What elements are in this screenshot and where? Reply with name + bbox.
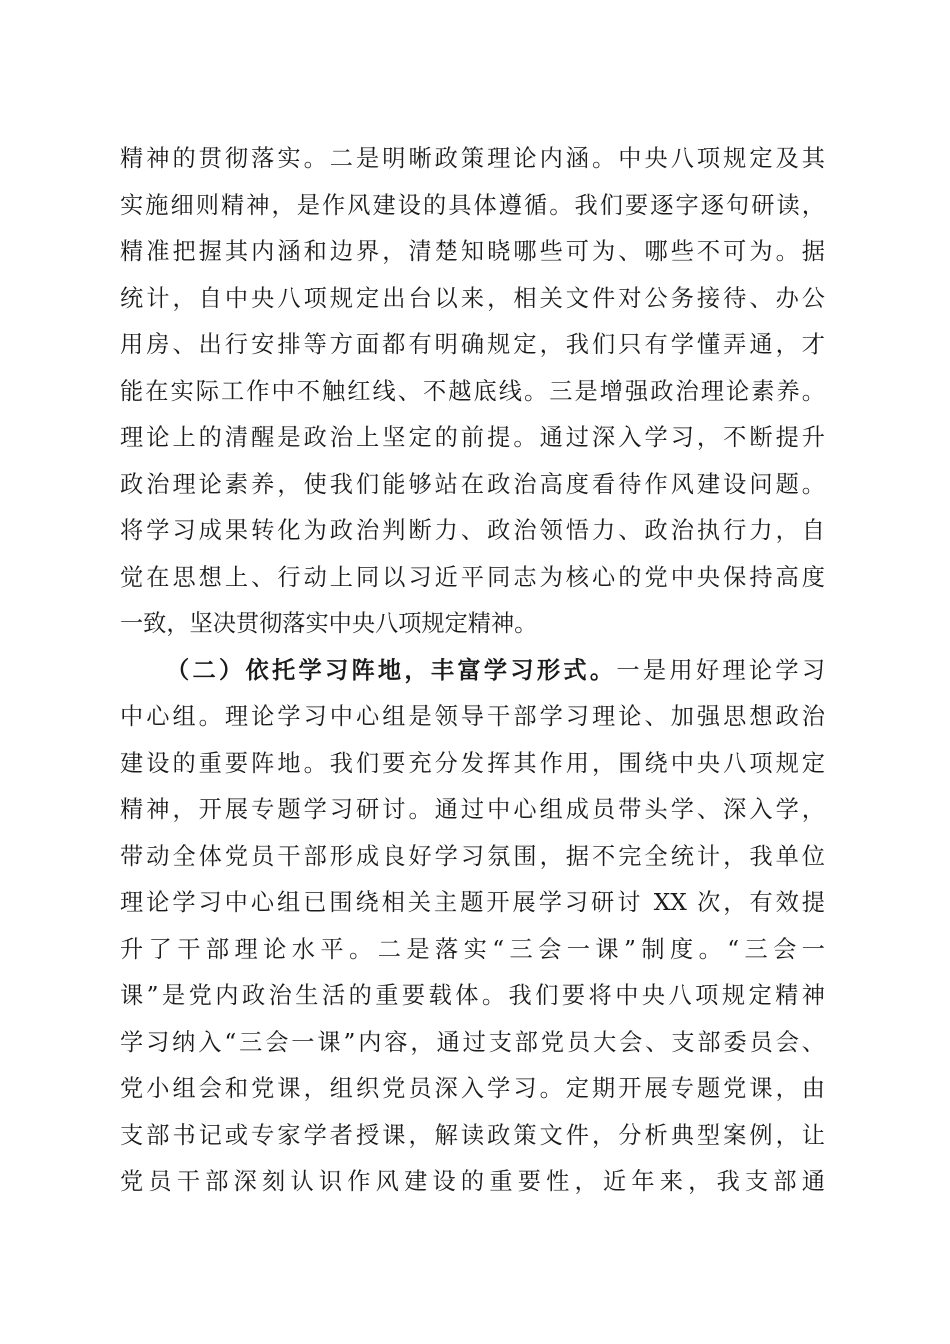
paragraph-2-first-line bbox=[120, 648, 825, 695]
text-line: 觉在思想上、行动上同以习近平同志为核心的党中央保持高度 bbox=[120, 563, 825, 591]
paragraph-2 bbox=[120, 648, 825, 1206]
text-line: 精神的贯彻落实。二是明晰政策理论内涵。中央八项规定及其 bbox=[120, 145, 825, 172]
text-line: 统计，自中央八项规定出台以来，相关文件对公务接待、办公 bbox=[120, 284, 825, 312]
text-line: 党员干部深刻认识作风建设的重要性，近年来，我支部通 bbox=[120, 1168, 825, 1195]
text-line: 政治理论素养，使我们能够站在政治高度看待作风建设问题。 bbox=[120, 470, 825, 498]
text-line: 一致，坚决贯彻落实中央八项规定精神。 bbox=[120, 610, 538, 637]
text-line: 建设的重要阵地。我们要充分发挥其作用，围绕中央八项规定 bbox=[120, 749, 825, 777]
text-line: 学习纳入“三会一课”内容，通过支部党员大会、支部委员会、 bbox=[120, 1028, 825, 1056]
text-line: 理论学习中心组已围绕相关主题开展学习研讨 XX 次，有效提 bbox=[120, 889, 825, 916]
text-line: 中心组。理论学习中心组是领导干部学习理论、加强思想政治 bbox=[120, 703, 825, 730]
paragraph-1 bbox=[120, 136, 825, 648]
text-line: 精准把握其内涵和边界，清楚知晓哪些可为、哪些不可为。据 bbox=[120, 238, 825, 265]
text-line: 带动全体党员干部形成良好学习氛围，据不完全统计，我单位 bbox=[120, 842, 825, 870]
text-line: 理论上的清醒是政治上坚定的前提。通过深入学习，不断提升 bbox=[120, 424, 825, 451]
text-line: 课”是党内政治生活的重要载体。我们要将中央八项规定精神 bbox=[120, 982, 825, 1009]
text-line: 支部书记或专家学者授课，解读政策文件，分析典型案例，让 bbox=[120, 1121, 825, 1149]
document-body bbox=[120, 136, 825, 1206]
section-heading: （二）依托学习阵地，丰富学习形式。 bbox=[166, 656, 617, 684]
text-line: 能在实际工作中不触红线、不越底线。三是增强政治理论素养。 bbox=[120, 377, 825, 405]
text-line: 用房、出行安排等方面都有明确规定，我们只有学懂弄通，才 bbox=[120, 331, 825, 358]
text-line: 将学习成果转化为政治判断力、政治领悟力、政治执行力，自 bbox=[120, 517, 825, 544]
text-line: 党小组会和党课，组织党员深入学习。定期开展专题党课，由 bbox=[120, 1075, 825, 1102]
text-line: 升了干部理论水平。二是落实“三会一课”制度。“三会一 bbox=[120, 935, 825, 963]
text-line: 精神，开展专题学习研讨。通过中心组成员带头学、深入学， bbox=[120, 796, 825, 823]
text-line: 实施细则精神，是作风建设的具体遵循。我们要逐字逐句研读， bbox=[120, 191, 825, 219]
text-run: 一是用好理论学习 bbox=[616, 656, 826, 684]
